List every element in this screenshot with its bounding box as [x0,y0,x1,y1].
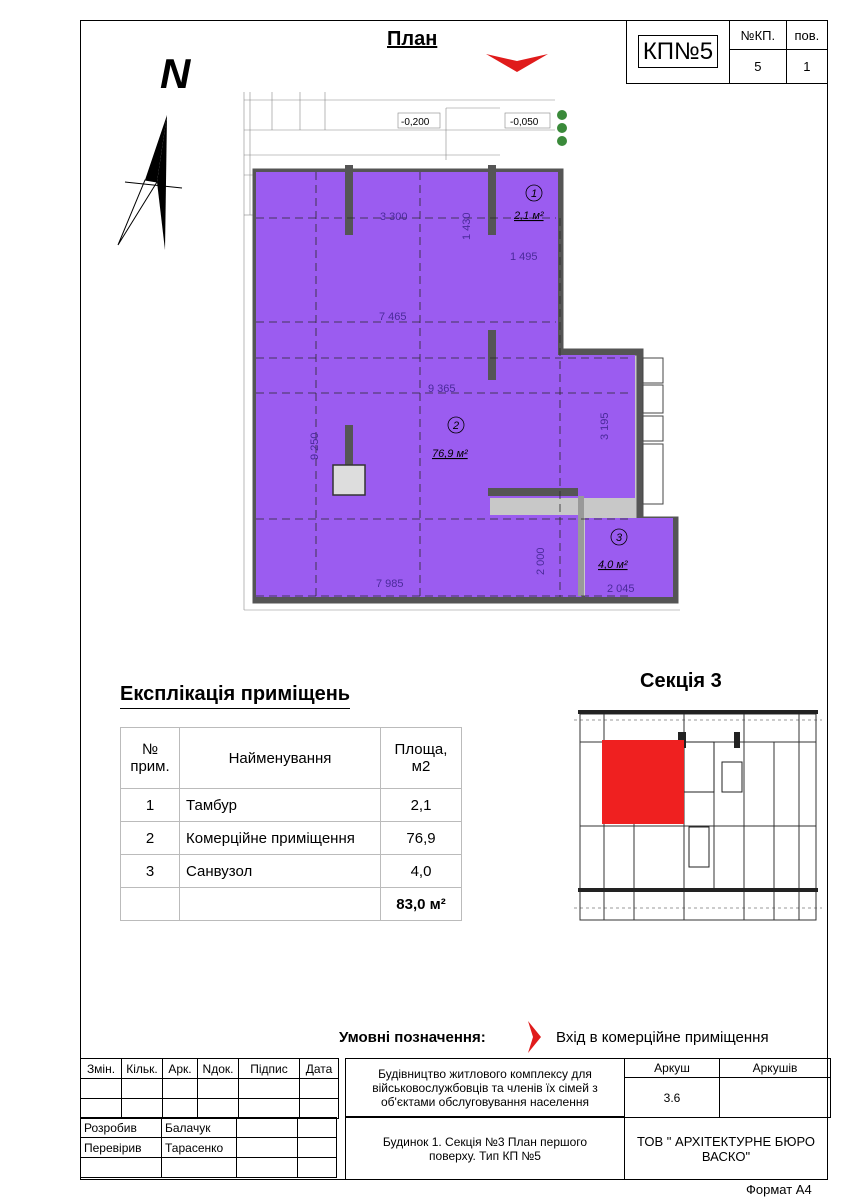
room-1-area: 2,1 м² [514,210,544,222]
sheet-table [624,1058,831,1118]
stamp-floor-label: пов. [786,21,827,50]
room-3-area: 4,0 м² [598,559,628,571]
room-2-number: 2 [453,420,460,432]
north-label: N [160,50,191,97]
dim-7985: 7 985 [376,578,404,590]
room-3-number: 3 [616,532,623,544]
project-description: Будівництво житлового комплексу для військовослужбовців та членів їх сімей з об'єктами обслуговування населення [345,1058,625,1117]
signature-table [80,1117,337,1178]
sheets-label: Аркушів [720,1059,831,1078]
dim-2000: 2 000 [535,547,547,575]
legend-entry: Вхід в комерційне приміщення [556,1029,769,1046]
dim-7465: 7 465 [379,311,407,323]
stamp-floor-value: 1 [786,50,827,84]
section-title: Секція 3 [640,670,722,692]
total-area: 83,0 м² [381,888,462,921]
company-name: ТОВ " АРХІТЕКТУРНЕ БЮРО ВАСКО" [624,1117,828,1180]
section-key-plan [574,702,822,938]
total-row [121,888,462,921]
legend-title: Умовні позначення: [339,1029,486,1046]
room-1-number: 1 [531,188,538,200]
explication-table [120,727,462,921]
dim-1495: 1 495 [510,251,538,263]
entrance-legend-icon [526,1020,542,1054]
level-mark-2: -0,050 [510,117,539,128]
dim-9250: 9 250 [309,432,321,460]
checked-name: Тарасенко [162,1138,237,1158]
col-area-header: Площа, м2 [381,728,462,789]
room-2-area: 76,9 м² [432,448,468,460]
dim-3300: 3 300 [380,211,408,223]
explication-title: Експлікація приміщень [120,683,350,709]
dim-1430: 1 430 [461,212,473,240]
dim-3195: 3 195 [599,412,611,440]
checked-label: Перевірив [81,1138,162,1158]
stamp-code: КП№5 [638,35,718,68]
dim-2045: 2 045 [607,583,635,595]
col-name-header: Найменування [180,728,381,789]
developed-name: Балачук [162,1118,237,1138]
paper-format: Формат А4 [746,1182,812,1197]
table-row: 1 Тамбур 2,1 [121,789,462,822]
dim-9365: 9 365 [428,383,456,395]
stamp-num-label: №КП. [730,21,787,50]
level-mark-1: -0,200 [401,117,430,128]
col-num-header: № прим. [121,728,180,789]
stamp-num-value: 5 [730,50,787,84]
table-row: 3 Санвузол 4,0 [121,855,462,888]
change-table: Змін. Кільк. Арк. Nдок. Підпис Дата [80,1058,339,1119]
sheet-value: 3.6 [625,1078,720,1118]
table-row: 2 Комерційне приміщення 76,9 [121,822,462,855]
sheet-label: Аркуш [625,1059,720,1078]
developed-label: Розробив [81,1118,162,1138]
drawing-title: Будинок 1. Секція №3 План першого поверху. Тип КП №5 [345,1117,625,1180]
plan-title: План [387,28,438,50]
